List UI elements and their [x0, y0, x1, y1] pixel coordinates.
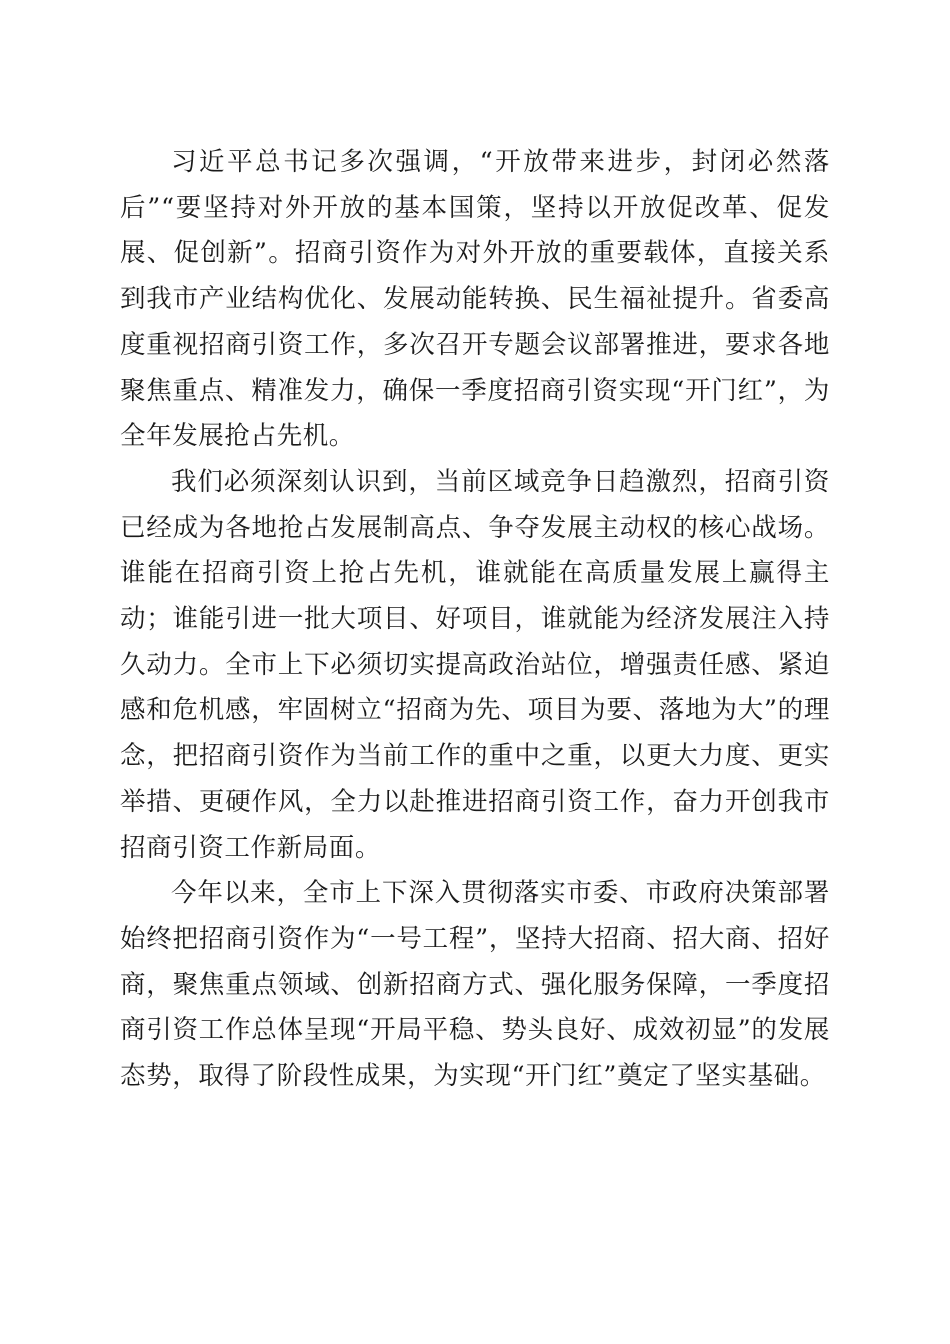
document-body — [120, 140, 830, 1100]
paragraph-1: 习近平总书记多次强调，“开放带来进步，封闭必然落后”“要坚持对外开放的基本国策，坚持以开放促改革、促发展、促创新”。招商引资作为对外开放的重要载体，直接关系到我市产业结构优化、发展动能转换、民生福祉提升。省委高度重视招商引资工作，多次召开专题会议部署推进，要求各地聚焦重点、精准发力，确保一季度招商引资实现“开门红”，为全年发展抢占先机。 — [120, 147, 830, 452]
paragraph-3: 今年以来，全市上下深入贯彻落实市委、市政府决策部署始终把招商引资作为“一号工程”，坚持大招商、招大商、招好商，聚焦重点领域、创新招商方式、强化服务保障，一季度招商引资工作总体呈现“开局平稳、势头良好、成效初显”的发展态势，取得了阶段性成果，为实现“开门红”奠定了坚实基础。 — [120, 878, 830, 1092]
paragraph-2: 我们必须深刻认识到，当前区域竞争日趋激烈，招商引资已经成为各地抢占发展制高点、争夺发展主动权的核心战场。谁能在招商引资上抢占先机，谁就能在高质量发展上赢得主动；谁能引进一批大项目、好项目，谁就能为经济发展注入持久动力。全市上下必须切实提高政治站位，增强责任感、紧迫感和危机感，牢固树立“招商为先、项目为要、落地为大”的理念，把招商引资作为当前工作的重中之重，以更大力度、更实举措、更硬作风，全力以赴推进招商引资工作，奋力开创我市招商引资工作新局面。 — [120, 466, 830, 863]
